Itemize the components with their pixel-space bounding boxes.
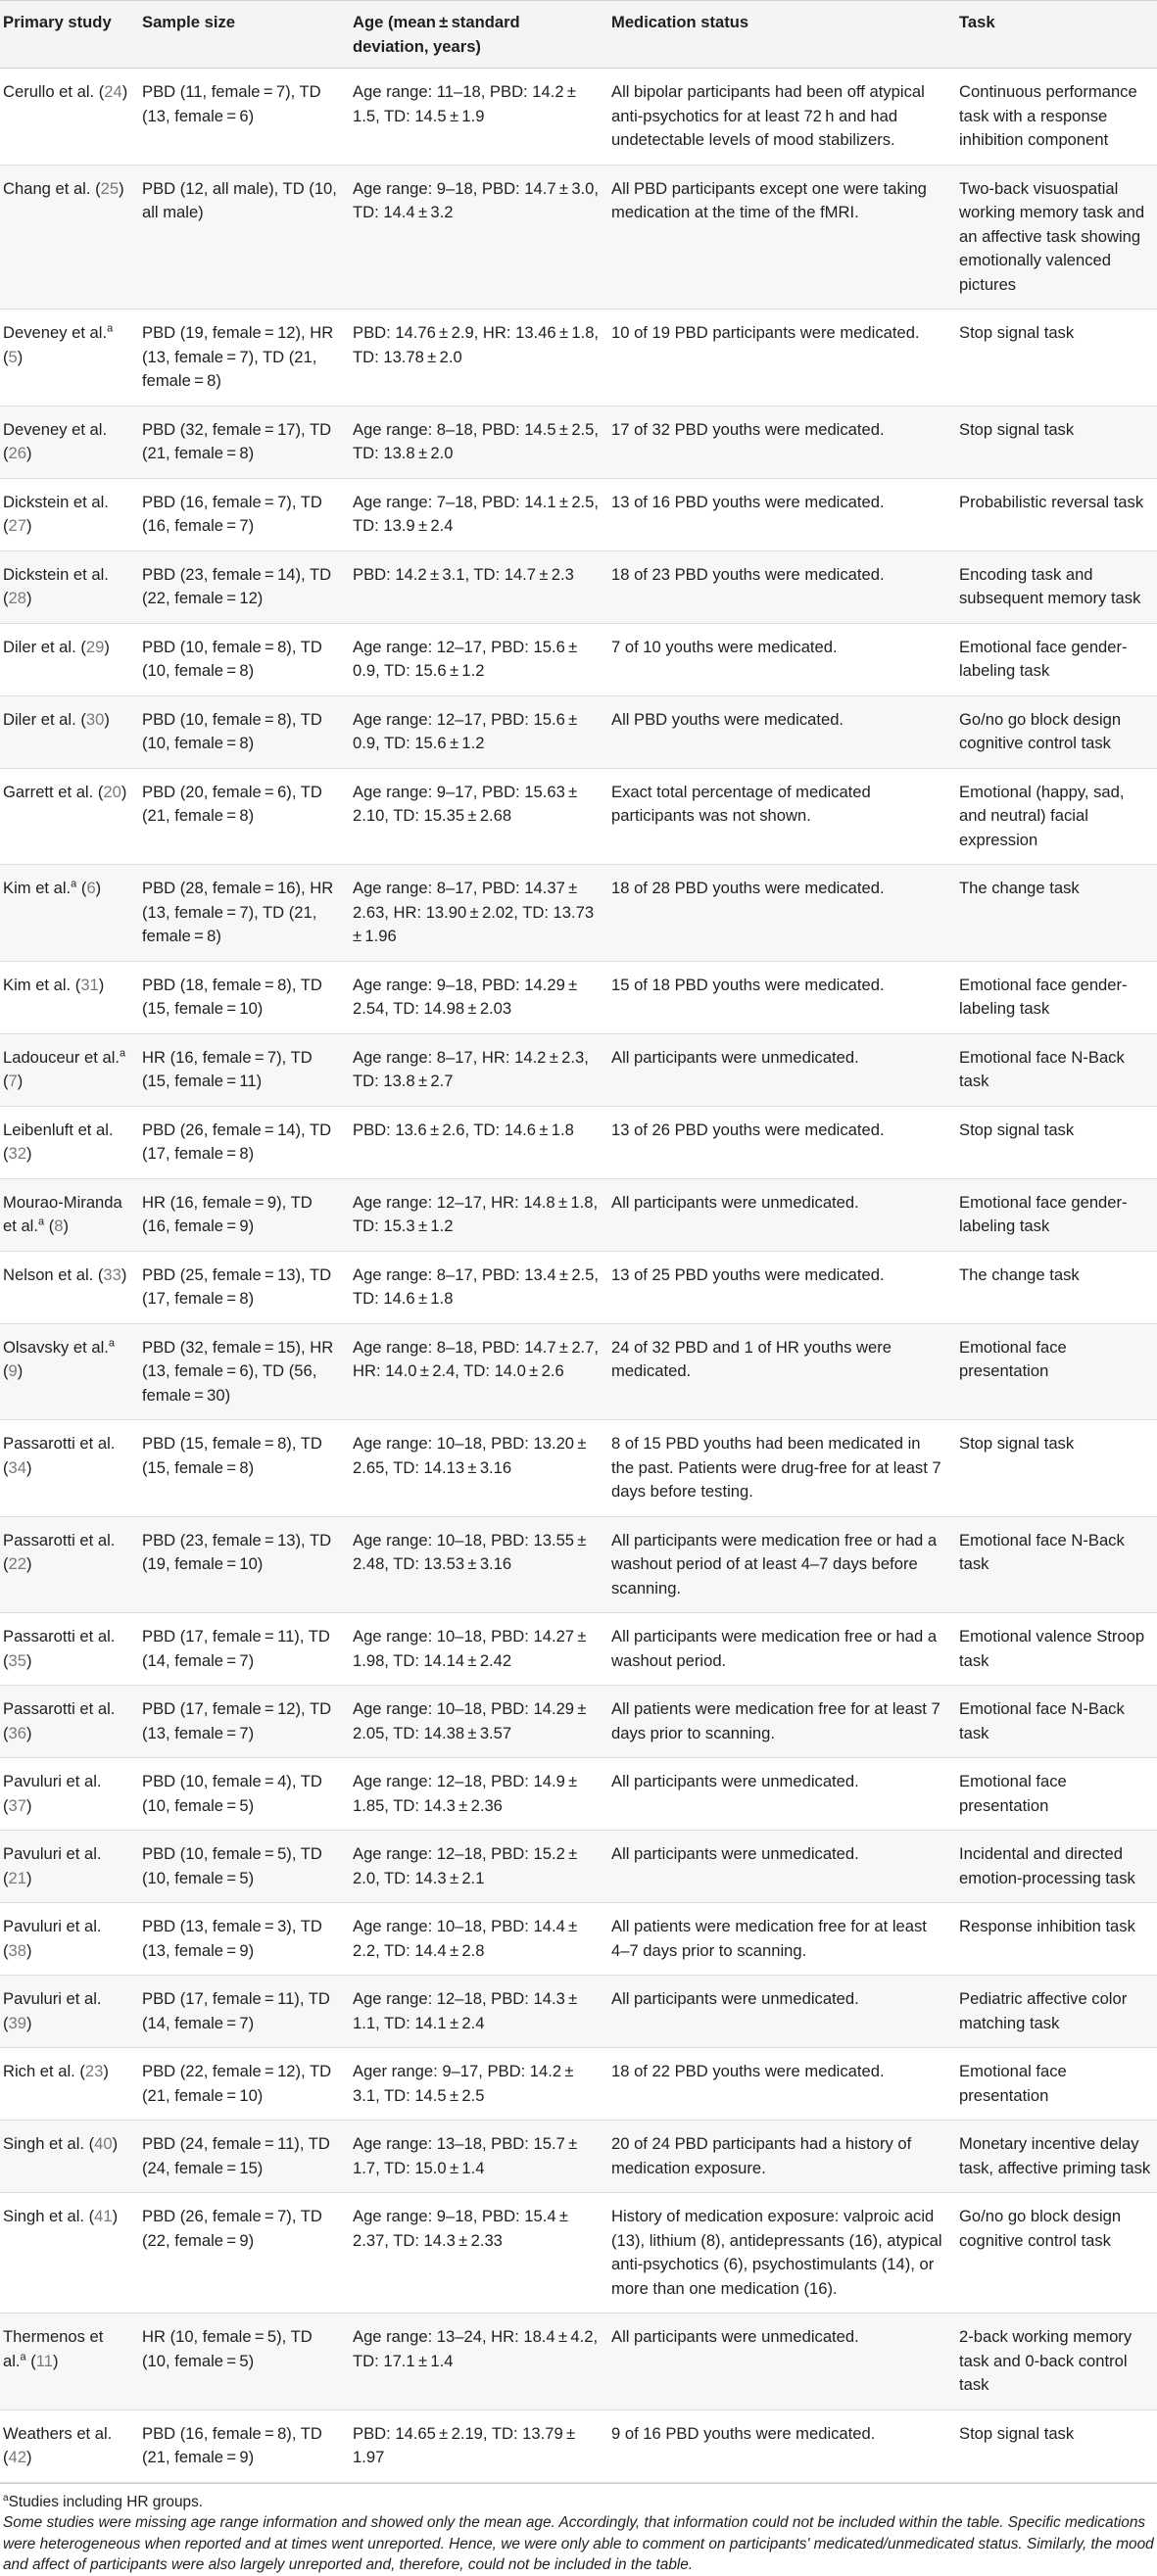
- study-author: Dickstein et al.: [3, 564, 109, 584]
- cell-medication-status: 13 of 16 PBD youths were medicated.: [605, 478, 953, 550]
- study-author: Passarotti et al.: [3, 1434, 116, 1453]
- study-reference-link[interactable]: 9: [8, 1361, 18, 1380]
- cell-age: Age range: 9–18, PBD: 15.4 ± 2.37, TD: 14.3 ± 2.33: [347, 2193, 605, 2314]
- cell-age: Age range: 12–18, PBD: 15.2 ± 2.0, TD: 14.3 ± 2.1: [347, 1831, 605, 1903]
- cell-primary-study: Mourao-Miranda et al.$^a$ (8): [0, 1178, 136, 1251]
- cell-primary-study: Deveney et al. (26): [0, 405, 136, 478]
- cell-primary-study: Kim et al. (31): [0, 961, 136, 1033]
- study-author: Pavuluri et al.: [3, 1917, 102, 1935]
- study-reference-link[interactable]: 28: [8, 589, 26, 607]
- header-task: Task: [953, 1, 1157, 69]
- study-reference-link[interactable]: 39: [8, 2013, 26, 2032]
- footnote-note: Some studies were missing age range information and showed only the mean age. Accordingly, that information could not be included within the table. Specific medications were heterogeneous when reported and at times went unreported. Hence, we were only able to comment on participants' medicated/unmedicated status. Similarly, the mood and affect of participants were also largely unreported and, therefore, could not be included in the table.: [3, 2514, 1154, 2573]
- study-author: Passarotti et al.: [3, 1699, 116, 1718]
- table-body: [0, 69, 1157, 2483]
- cell-task: Pediatric affective color matching task: [953, 1976, 1157, 2048]
- study-reference-link[interactable]: 32: [8, 1144, 26, 1163]
- cell-age: Age range: 10–18, PBD: 14.4 ± 2.2, TD: 14.4 ± 2.8: [347, 1903, 605, 1976]
- study-author: Dickstein et al.: [3, 492, 109, 511]
- study-author: Passarotti et al.: [3, 1530, 116, 1550]
- study-author: Singh et al.: [3, 2207, 85, 2225]
- study-author: Pavuluri et al.: [3, 1844, 102, 1863]
- cell-sample-size: PBD (23, female = 14), TD (22, female = 12): [136, 550, 347, 623]
- cell-age: Age range: 13–18, PBD: 15.7 ± 1.7, TD: 15.0 ± 1.4: [347, 2121, 605, 2193]
- cell-age: Age range: 12–18, PBD: 14.9 ± 1.85, TD: 14.3 ± 2.36: [347, 1758, 605, 1831]
- cell-primary-study: Passarotti et al. (36): [0, 1686, 136, 1758]
- cell-task: Encoding task and subsequent memory task: [953, 550, 1157, 623]
- table-row: [0, 623, 1157, 695]
- study-author: Thermenos et al.: [3, 2327, 104, 2370]
- table-row: [0, 695, 1157, 768]
- cell-task: Go/no go block design cognitive control task: [953, 2193, 1157, 2314]
- cell-task: Continuous performance task with a response inhibition component: [953, 69, 1157, 166]
- cell-task: Stop signal task: [953, 1106, 1157, 1178]
- cell-medication-status: All participants were unmedicated.: [605, 1033, 953, 1106]
- cell-sample-size: PBD (11, female = 7), TD (13, female = 6): [136, 69, 347, 166]
- cell-age: PBD: 13.6 ± 2.6, TD: 14.6 ± 1.8: [347, 1106, 605, 1178]
- cell-sample-size: PBD (20, female = 6), TD (21, female = 8): [136, 768, 347, 865]
- cell-age: Age range: 12–17, PBD: 15.6 ± 0.9, TD: 15.6 ± 1.2: [347, 623, 605, 695]
- cell-age: Age range: 11–18, PBD: 14.2 ± 1.5, TD: 14.5 ± 1.9: [347, 69, 605, 166]
- table-row: [0, 550, 1157, 623]
- study-reference-link[interactable]: 21: [8, 1868, 26, 1887]
- table-row: [0, 165, 1157, 310]
- study-reference-link[interactable]: 8: [54, 1216, 64, 1235]
- cell-medication-status: All patients were medication free for at least 7 days prior to scanning.: [605, 1686, 953, 1758]
- cell-sample-size: PBD (32, female = 17), TD (21, female = 8): [136, 405, 347, 478]
- cell-primary-study: Passarotti et al. (35): [0, 1613, 136, 1686]
- table-row: [0, 1758, 1157, 1831]
- study-reference-link[interactable]: 11: [35, 2351, 54, 2370]
- cell-primary-study: Passarotti et al. (22): [0, 1516, 136, 1613]
- cell-age: Age range: 12–17, HR: 14.8 ± 1.8, TD: 15.3 ± 1.2: [347, 1178, 605, 1251]
- cell-task: Emotional face N-Back task: [953, 1033, 1157, 1106]
- cell-task: Emotional face gender-labeling task: [953, 1178, 1157, 1251]
- header-age: Age (mean ± standard deviation, years): [347, 1, 605, 69]
- cell-age: Age range: 12–17, PBD: 15.6 ± 0.9, TD: 15.6 ± 1.2: [347, 695, 605, 768]
- cell-medication-status: 13 of 25 PBD youths were medicated.: [605, 1251, 953, 1323]
- cell-primary-study: Garrett et al. (20): [0, 768, 136, 865]
- cell-age: Age range: 10–18, PBD: 14.27 ± 1.98, TD: 14.14 ± 2.42: [347, 1613, 605, 1686]
- cell-age: Age range: 8–17, PBD: 13.4 ± 2.5, TD: 14.6 ± 1.8: [347, 1251, 605, 1323]
- cell-task: Stop signal task: [953, 2409, 1157, 2482]
- cell-sample-size: PBD (28, female = 16), HR (13, female = 7), TD (21, female = 8): [136, 865, 347, 962]
- cell-medication-status: 10 of 19 PBD participants were medicated.: [605, 310, 953, 406]
- study-author: Nelson et al.: [3, 1264, 94, 1284]
- cell-sample-size: PBD (18, female = 8), TD (15, female = 10): [136, 961, 347, 1033]
- cell-medication-status: 15 of 18 PBD youths were medicated.: [605, 961, 953, 1033]
- cell-sample-size: PBD (10, female = 8), TD (10, female = 8): [136, 623, 347, 695]
- cell-medication-status: 9 of 16 PBD youths were medicated.: [605, 2409, 953, 2482]
- table-header: [0, 1, 1157, 69]
- study-reference-link[interactable]: 35: [8, 1650, 26, 1670]
- cell-primary-study: Kim et al.$^a$ (6): [0, 865, 136, 962]
- cell-sample-size: PBD (13, female = 3), TD (13, female = 9): [136, 1903, 347, 1976]
- cell-medication-status: All PBD youths were medicated.: [605, 695, 953, 768]
- study-author: Weathers et al.: [3, 2423, 113, 2443]
- cell-primary-study: Pavuluri et al. (37): [0, 1758, 136, 1831]
- cell-medication-status: History of medication exposure: valproic acid (13), lithium (8), antidepressants (16), atypical anti-psychotics (6), psychostimulants (14), or more than one medication (16).: [605, 2193, 953, 2314]
- cell-primary-study: Passarotti et al. (34): [0, 1420, 136, 1517]
- cell-sample-size: HR (16, female = 7), TD (15, female = 11): [136, 1033, 347, 1106]
- cell-task: The change task: [953, 865, 1157, 962]
- table-row: [0, 1033, 1157, 1106]
- study-footnote-mark: a: [37, 1216, 45, 1228]
- header-row: [0, 1, 1157, 69]
- cell-medication-status: Exact total percentage of medicated participants was not shown.: [605, 768, 953, 865]
- cell-sample-size: PBD (19, female = 12), HR (13, female = 7), TD (21, female = 8): [136, 310, 347, 406]
- cell-primary-study: Leibenluft et al. (32): [0, 1106, 136, 1178]
- cell-age: Age range: 8–18, PBD: 14.5 ± 2.5, TD: 13.8 ± 2.0: [347, 405, 605, 478]
- cell-task: Monetary incentive delay task, affective priming task: [953, 2121, 1157, 2193]
- table-footnotes: [0, 2483, 1157, 2576]
- cell-primary-study: Pavuluri et al. (21): [0, 1831, 136, 1903]
- cell-age: PBD: 14.76 ± 2.9, HR: 13.46 ± 1.8, TD: 13.78 ± 2.0: [347, 310, 605, 406]
- study-author: Pavuluri et al.: [3, 1989, 102, 2008]
- cell-sample-size: PBD (26, female = 7), TD (22, female = 9): [136, 2193, 347, 2314]
- study-author: Pavuluri et al.: [3, 1772, 102, 1790]
- table-row: [0, 69, 1157, 166]
- cell-sample-size: HR (16, female = 9), TD (16, female = 9): [136, 1178, 347, 1251]
- study-footnote-mark: a: [120, 1046, 126, 1059]
- cell-primary-study: Pavuluri et al. (39): [0, 1976, 136, 2048]
- cell-medication-status: All participants were unmedicated.: [605, 1178, 953, 1251]
- study-author: Garrett et al.: [3, 782, 94, 801]
- cell-medication-status: All bipolar participants had been off atypical anti-psychotics for at least 72 h and had undetectable levels of mood stabilizers.: [605, 69, 953, 166]
- study-reference-link[interactable]: 5: [8, 347, 18, 366]
- study-author: Chang et al.: [3, 178, 91, 198]
- study-reference-link[interactable]: 27: [8, 516, 26, 535]
- cell-medication-status: All PBD participants except one were taking medication at the time of the fMRI.: [605, 165, 953, 310]
- table-row: [0, 1831, 1157, 1903]
- cell-task: Emotional face N-Back task: [953, 1686, 1157, 1758]
- cell-sample-size: PBD (17, female = 12), TD (13, female = 7): [136, 1686, 347, 1758]
- table-row: [0, 1516, 1157, 1613]
- study-author: Passarotti et al.: [3, 1627, 116, 1646]
- cell-age: Age range: 8–17, HR: 14.2 ± 2.3, TD: 13.8 ± 2.7: [347, 1033, 605, 1106]
- table-row: [0, 1903, 1157, 1976]
- study-author: Kim et al.: [3, 879, 72, 897]
- table-row: [0, 1420, 1157, 1517]
- cell-age: Age range: 8–18, PBD: 14.7 ± 2.7, HR: 14.0 ± 2.4, TD: 14.0 ± 2.6: [347, 1323, 605, 1420]
- cell-task: Stop signal task: [953, 310, 1157, 406]
- study-footnote-mark: a: [107, 322, 114, 335]
- cell-sample-size: PBD (26, female = 14), TD (17, female = 8): [136, 1106, 347, 1178]
- study-footnote-mark: a: [20, 2350, 26, 2362]
- cell-age: PBD: 14.65 ± 2.19, TD: 13.79 ± 1.97: [347, 2409, 605, 2482]
- header-primary-study: Primary study: [0, 1, 136, 69]
- cell-sample-size: PBD (10, female = 8), TD (10, female = 8): [136, 695, 347, 768]
- table-row: [0, 1106, 1157, 1178]
- table-row: [0, 1613, 1157, 1686]
- study-reference-link[interactable]: 33: [103, 1264, 121, 1284]
- study-reference-link[interactable]: 24: [104, 82, 122, 101]
- cell-primary-study: Nelson et al. (33): [0, 1251, 136, 1323]
- cell-age: Age range: 9–18, PBD: 14.7 ± 3.0, TD: 14.4 ± 3.2: [347, 165, 605, 310]
- cell-sample-size: PBD (16, female = 7), TD (16, female = 7): [136, 478, 347, 550]
- cell-medication-status: All participants were unmedicated.: [605, 2314, 953, 2410]
- cell-task: Probabilistic reversal task: [953, 478, 1157, 550]
- table-row: [0, 1178, 1157, 1251]
- cell-sample-size: PBD (22, female = 12), TD (21, female = 10): [136, 2048, 347, 2121]
- cell-sample-size: PBD (12, all male), TD (10, all male): [136, 165, 347, 310]
- cell-task: Emotional face presentation: [953, 1758, 1157, 1831]
- cell-medication-status: 20 of 24 PBD participants had a history of medication exposure.: [605, 2121, 953, 2193]
- cell-sample-size: PBD (25, female = 13), TD (17, female = 8): [136, 1251, 347, 1323]
- study-footnote-mark: a: [108, 1336, 116, 1349]
- cell-sample-size: PBD (17, female = 11), TD (14, female = 7): [136, 1976, 347, 2048]
- cell-age: Age range: 9–18, PBD: 14.29 ± 2.54, TD: 14.98 ± 2.03: [347, 961, 605, 1033]
- study-author: Rich et al.: [3, 2062, 75, 2080]
- table-row: [0, 961, 1157, 1033]
- study-reference-link[interactable]: 20: [103, 782, 121, 801]
- cell-sample-size: PBD (10, female = 5), TD (10, female = 5): [136, 1831, 347, 1903]
- study-reference-link[interactable]: 7: [8, 1072, 18, 1090]
- cell-primary-study: Dickstein et al. (27): [0, 478, 136, 550]
- cell-task: Emotional face N-Back task: [953, 1516, 1157, 1613]
- cell-age: Age range: 8–17, PBD: 14.37 ± 2.63, HR: 13.90 ± 2.02, TD: 13.73 ± 1.96: [347, 865, 605, 962]
- cell-sample-size: PBD (10, female = 4), TD (10, female = 5): [136, 1758, 347, 1831]
- cell-age: Age range: 10–18, PBD: 13.55 ± 2.48, TD: 13.53 ± 3.16: [347, 1516, 605, 1613]
- study-reference-link[interactable]: 37: [8, 1795, 26, 1815]
- cell-age: Age range: 10–18, PBD: 13.20 ± 2.65, TD: 14.13 ± 3.16: [347, 1420, 605, 1517]
- study-author: Mourao-Miranda et al.: [3, 1192, 122, 1235]
- table-row: [0, 1686, 1157, 1758]
- cell-medication-status: 18 of 22 PBD youths were medicated.: [605, 2048, 953, 2121]
- table-row: [0, 405, 1157, 478]
- table-row: [0, 1323, 1157, 1420]
- study-author: Cerullo et al.: [3, 82, 95, 101]
- study-reference-link[interactable]: 30: [85, 709, 105, 729]
- cell-age: Ager range: 9–17, PBD: 14.2 ± 3.1, TD: 14.5 ± 2.5: [347, 2048, 605, 2121]
- cell-primary-study: Ladouceur et al.$^a$ (7): [0, 1033, 136, 1106]
- cell-primary-study: Rich et al. (23): [0, 2048, 136, 2121]
- cell-task: Emotional face gender-labeling task: [953, 623, 1157, 695]
- study-author: Deveney et al.: [3, 323, 108, 342]
- cell-primary-study: Singh et al. (41): [0, 2193, 136, 2314]
- table-row: [0, 2048, 1157, 2121]
- cell-task: Emotional face gender-labeling task: [953, 961, 1157, 1033]
- cell-sample-size: PBD (32, female = 15), HR (13, female = 6), TD (56, female = 30): [136, 1323, 347, 1420]
- study-footnote-mark: a: [71, 878, 77, 890]
- cell-age: Age range: 7–18, PBD: 14.1 ± 2.5, TD: 13.9 ± 2.4: [347, 478, 605, 550]
- cell-medication-status: 8 of 15 PBD youths had been medicated in the past. Patients were drug-free for at least 7 days before testing.: [605, 1420, 953, 1517]
- study-author: Singh et al.: [3, 2134, 85, 2153]
- cell-sample-size: HR (10, female = 5), TD (10, female = 5): [136, 2314, 347, 2410]
- study-author: Diler et al.: [3, 637, 76, 656]
- study-author: Deveney et al.: [3, 419, 108, 439]
- cell-age: PBD: 14.2 ± 3.1, TD: 14.7 ± 2.3: [347, 550, 605, 623]
- table-row: [0, 478, 1157, 550]
- cell-task: Incidental and directed emotion-processing task: [953, 1831, 1157, 1903]
- cell-primary-study: Weathers et al. (42): [0, 2409, 136, 2482]
- footnote-hr-text: Studies including HR groups.: [8, 2493, 204, 2510]
- study-reference-link[interactable]: 34: [8, 1457, 26, 1477]
- cell-primary-study: Olsavsky et al.$^a$ (9): [0, 1323, 136, 1420]
- cell-primary-study: Deveney et al.$^a$ (5): [0, 310, 136, 406]
- table-row: [0, 768, 1157, 865]
- cell-medication-status: All participants were unmedicated.: [605, 1831, 953, 1903]
- study-reference-link[interactable]: 26: [8, 444, 26, 462]
- cell-medication-status: 18 of 28 PBD youths were medicated.: [605, 865, 953, 962]
- table-row: [0, 1251, 1157, 1323]
- cell-task: Emotional (happy, sad, and neutral) facial expression: [953, 768, 1157, 865]
- study-author: Ladouceur et al.: [3, 1047, 121, 1067]
- cell-medication-status: All patients were medication free for at least 4–7 days prior to scanning.: [605, 1903, 953, 1976]
- cell-task: Emotional face presentation: [953, 1323, 1157, 1420]
- cell-primary-study: Diler et al. (29): [0, 623, 136, 695]
- cell-medication-status: 18 of 23 PBD youths were medicated.: [605, 550, 953, 623]
- cell-primary-study: Chang et al. (25): [0, 165, 136, 310]
- header-medication-status: Medication status: [605, 1, 953, 69]
- cell-sample-size: PBD (23, female = 13), TD (19, female = 10): [136, 1516, 347, 1613]
- cell-sample-size: PBD (24, female = 11), TD (24, female = 15): [136, 2121, 347, 2193]
- table-row: [0, 2121, 1157, 2193]
- study-author: Olsavsky et al.: [3, 1337, 109, 1357]
- cell-primary-study: Cerullo et al. (24): [0, 69, 136, 166]
- cell-task: Emotional valence Stroop task: [953, 1613, 1157, 1686]
- study-reference-link[interactable]: 38: [8, 1940, 26, 1960]
- table-row: [0, 2409, 1157, 2482]
- cell-sample-size: PBD (16, female = 8), TD (21, female = 9): [136, 2409, 347, 2482]
- study-author: Leibenluft et al.: [3, 1120, 114, 1139]
- table-row: [0, 865, 1157, 962]
- cell-task: Emotional face presentation: [953, 2048, 1157, 2121]
- cell-age: Age range: 9–17, PBD: 15.63 ± 2.10, TD: 15.35 ± 2.68: [347, 768, 605, 865]
- study-reference-link[interactable]: 29: [85, 637, 105, 656]
- cell-medication-status: All participants were medication free or had a washout period.: [605, 1613, 953, 1686]
- study-author: Diler et al.: [3, 709, 76, 729]
- study-author: Kim et al.: [3, 975, 72, 994]
- study-reference-link[interactable]: 23: [84, 2062, 104, 2080]
- table-row: [0, 2193, 1157, 2314]
- cell-age: Age range: 13–24, HR: 18.4 ± 4.2, TD: 17.1 ± 1.4: [347, 2314, 605, 2410]
- cell-sample-size: PBD (17, female = 11), TD (14, female = 7): [136, 1613, 347, 1686]
- cell-medication-status: 24 of 32 PBD and 1 of HR youths were medicated.: [605, 1323, 953, 1420]
- cell-sample-size: PBD (15, female = 8), TD (15, female = 8): [136, 1420, 347, 1517]
- cell-medication-status: All participants were unmedicated.: [605, 1976, 953, 2048]
- cell-task: Stop signal task: [953, 405, 1157, 478]
- cell-medication-status: 13 of 26 PBD youths were medicated.: [605, 1106, 953, 1178]
- cell-primary-study: Pavuluri et al. (38): [0, 1903, 136, 1976]
- header-sample-size: Sample size: [136, 1, 347, 69]
- table-row: [0, 2314, 1157, 2410]
- cell-primary-study: Thermenos et al.$^a$ (11): [0, 2314, 136, 2410]
- cell-primary-study: Singh et al. (40): [0, 2121, 136, 2193]
- cell-primary-study: Diler et al. (30): [0, 695, 136, 768]
- footnote-mark: a: [3, 2492, 9, 2504]
- cell-primary-study: Dickstein et al. (28): [0, 550, 136, 623]
- study-reference-link[interactable]: 41: [94, 2207, 113, 2225]
- cell-age: Age range: 12–18, PBD: 14.3 ± 1.1, TD: 14.1 ± 2.4: [347, 1976, 605, 2048]
- cell-medication-status: 7 of 10 youths were medicated.: [605, 623, 953, 695]
- cell-age: Age range: 10–18, PBD: 14.29 ± 2.05, TD: 14.38 ± 3.57: [347, 1686, 605, 1758]
- study-reference-link[interactable]: 31: [80, 975, 99, 994]
- table-row: [0, 310, 1157, 406]
- study-reference-link[interactable]: 6: [86, 879, 96, 897]
- cell-task: Two-back visuospatial working memory task and an affective task showing emotionally valenced pictures: [953, 165, 1157, 310]
- cell-task: Go/no go block design cognitive control task: [953, 695, 1157, 768]
- study-reference-link[interactable]: 36: [8, 1723, 26, 1742]
- cell-task: Stop signal task: [953, 1420, 1157, 1517]
- cell-task: 2-back working memory task and 0-back control task: [953, 2314, 1157, 2410]
- study-reference-link[interactable]: 25: [100, 178, 120, 198]
- cell-medication-status: All participants were medication free or had a washout period of at least 4–7 days before scanning.: [605, 1516, 953, 1613]
- cell-medication-status: 17 of 32 PBD youths were medicated.: [605, 405, 953, 478]
- cell-task: The change task: [953, 1251, 1157, 1323]
- study-reference-link[interactable]: 40: [94, 2134, 113, 2153]
- study-reference-link[interactable]: 22: [8, 1554, 26, 1573]
- study-reference-link[interactable]: 42: [8, 2448, 26, 2466]
- cell-medication-status: All participants were unmedicated.: [605, 1758, 953, 1831]
- cell-task: Response inhibition task: [953, 1903, 1157, 1976]
- table-row: [0, 1976, 1157, 2048]
